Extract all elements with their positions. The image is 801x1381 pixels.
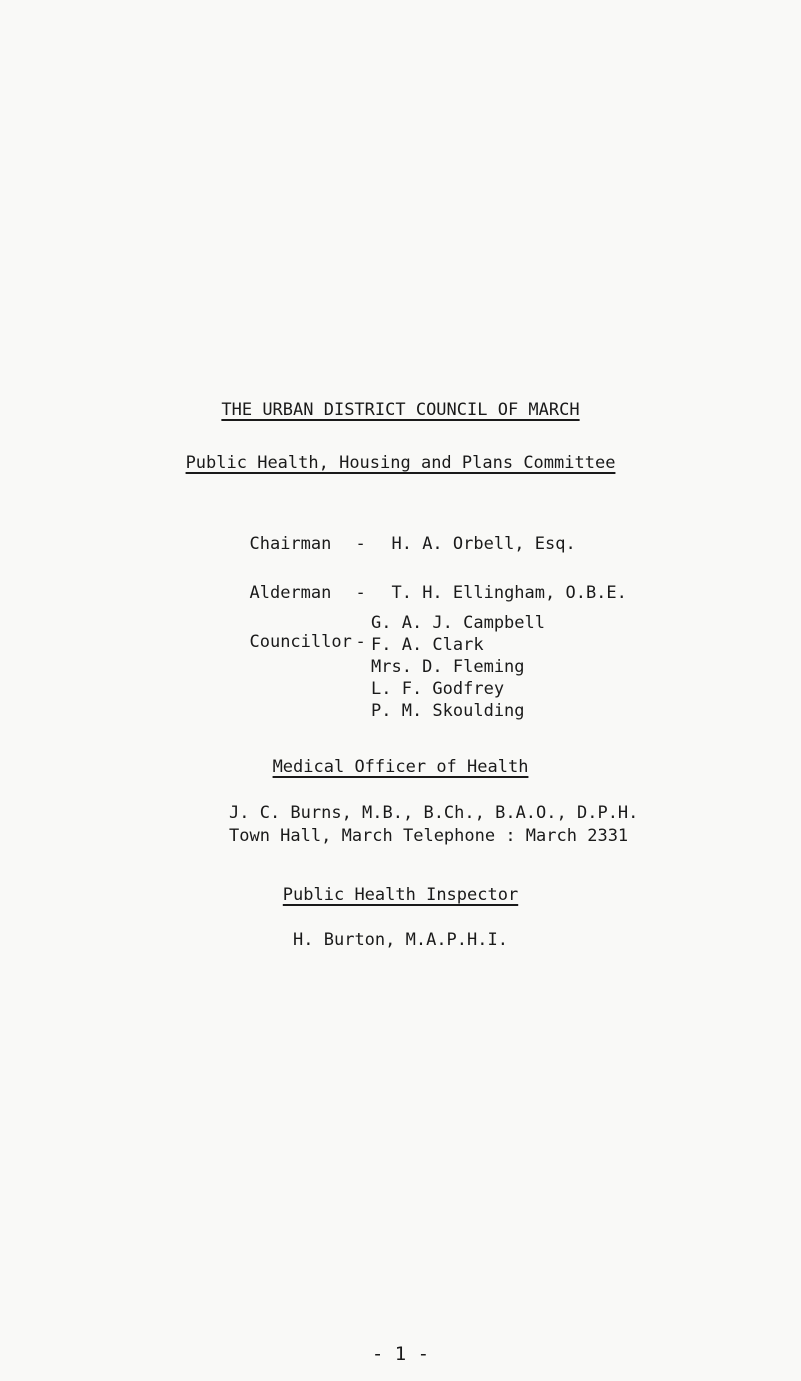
- member-name: H. A. Orbell, Esq.: [391, 534, 576, 554]
- page-number: - 1 -: [371, 1343, 430, 1365]
- role-label: Chairman: [249, 534, 332, 554]
- medical-officer-heading: Medical Officer of Health: [272, 757, 529, 777]
- council-title: THE URBAN DISTRICT COUNCIL OF MARCH: [221, 400, 580, 420]
- councillor-name: L. F. Godfrey: [371, 679, 505, 699]
- councillor-list: [371, 612, 545, 722]
- separator: -: [355, 583, 366, 603]
- member-row-chairman: [229, 514, 576, 554]
- role-label: Alderman: [249, 583, 332, 603]
- medical-officer-name: J. C. Burns, M.B., B.Ch., B.A.O., D.P.H.: [229, 803, 639, 823]
- councillor-name: F. A. Clark: [371, 635, 484, 655]
- separator: -: [355, 632, 366, 652]
- health-inspector-heading: Public Health Inspector: [282, 885, 519, 905]
- member-row-councillor: [229, 612, 391, 652]
- separator: -: [355, 534, 366, 554]
- councillor-name: P. M. Skoulding: [371, 701, 525, 721]
- role-label: Councillor: [249, 632, 352, 652]
- health-inspector-name: H. Burton, M.A.P.H.I.: [293, 930, 508, 950]
- medical-officer-address: Town Hall, March Telephone : March 2331: [229, 826, 629, 846]
- councillor-name: G. A. J. Campbell: [371, 613, 545, 633]
- committee-title: Public Health, Housing and Plans Committee: [185, 453, 616, 473]
- councillor-name: Mrs. D. Fleming: [371, 657, 525, 677]
- member-name: T. H. Ellingham, O.B.E.: [391, 583, 627, 603]
- member-row-alderman: [229, 563, 627, 603]
